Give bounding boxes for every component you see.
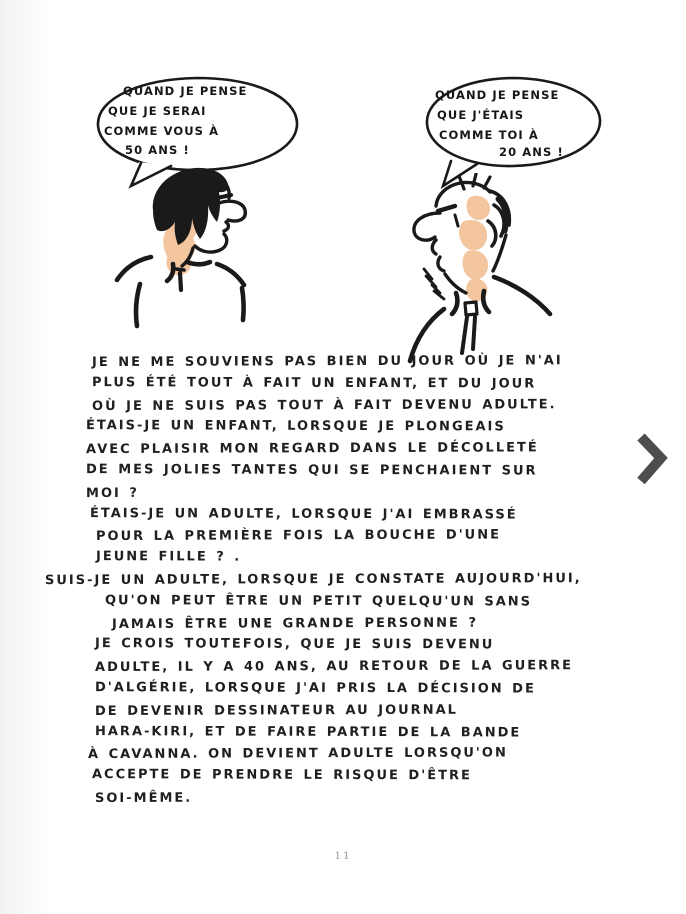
- narration-line: JAMAIS ÊTRE UNE GRANDE PERSONNE ?: [111, 615, 479, 632]
- page-number: 11: [334, 850, 352, 862]
- narration-line: ACCEPTE DE PRENDRE LE RISQUE D'ÊTRE: [91, 767, 472, 784]
- narration-line: ÉTAIS-JE UN ENFANT, LORSQUE JE PLONGEAIS: [85, 418, 506, 435]
- narration-line: ÉTAIS-JE UN ADULTE, LORSQUE J'AI EMBRASSÉ: [89, 505, 518, 523]
- bubble-right-line: QUAND JE PENSE: [435, 88, 560, 102]
- chevron-right-icon: [635, 431, 669, 487]
- bubble-left-line: 50 ANS !: [125, 143, 190, 157]
- narration-line: QU'ON PEUT ÊTRE UN PETIT QUELQU'UN SANS: [104, 592, 533, 610]
- beard-scribble: [424, 269, 444, 299]
- narration-line: ADULTE, IL Y A 40 ANS, AU RETOUR DE LA GUERRE: [94, 658, 574, 676]
- narration-line: DE DEVENIR DESSINATEUR AU JOURNAL: [94, 702, 458, 719]
- bubble-right-line: QUE J'ÉTAIS: [437, 108, 525, 122]
- narration-line: JE NE ME SOUVIENS PAS BIEN DU JOUR OÙ JE N'AI: [91, 353, 563, 371]
- bubble-left-line: QUE JE SERAI: [108, 104, 207, 118]
- narration-line: OÙ JE NE SUIS PAS TOUT À FAIT DEVENU ADULTE.: [91, 396, 557, 414]
- character-older-man-drawing: [398, 173, 582, 373]
- narration-line: SUIS-JE UN ADULTE, LORSQUE JE CONSTATE AUJOURD'HUI,: [44, 571, 582, 589]
- narration-line: HARA-KIRI, ET DE FAIRE PARTIE DE LA BANDE: [94, 723, 522, 741]
- narration-line: SOI-MÊME.: [94, 790, 193, 806]
- bubble-right-line: COMME TOI À: [439, 128, 539, 142]
- narration-line: DE MES JOLIES TANTES QUI SE PENCHAIENT SUR: [85, 462, 538, 479]
- character-young-man-drawing: [113, 158, 337, 340]
- bubble-right-line: 20 ANS !: [499, 145, 564, 159]
- narration-line: MOI ?: [85, 485, 139, 501]
- next-page-button[interactable]: [635, 431, 669, 487]
- narration-line: JE CROIS TOUTEFOIS, QUE JE SUIS DEVENU: [94, 636, 495, 653]
- narration-line: JEUNE FILLE ? .: [95, 549, 242, 565]
- page-curl-shadow: [0, 0, 50, 914]
- narration-line: D'ALGÉRIE, LORSQUE J'AI PRIS LA DÉCISION DE: [94, 680, 536, 697]
- bubble-left-line: COMME VOUS À: [104, 124, 220, 138]
- bubble-left-line: QUAND JE PENSE: [123, 84, 248, 98]
- narration-line: POUR LA PREMIÈRE FOIS LA BOUCHE D'UNE: [95, 527, 502, 545]
- narration-text: [45, 351, 645, 809]
- narration-line: PLUS ÉTÉ TOUT À FAIT UN ENFANT, ET DU JOUR: [91, 374, 537, 392]
- narration-line: À CAVANNA. ON DEVIENT ADULTE LORSQU'ON: [87, 745, 508, 763]
- narration-line: AVEC PLAISIR MON REGARD DANS LE DÉCOLLETÉ: [85, 440, 539, 458]
- skin-patches: [459, 196, 490, 302]
